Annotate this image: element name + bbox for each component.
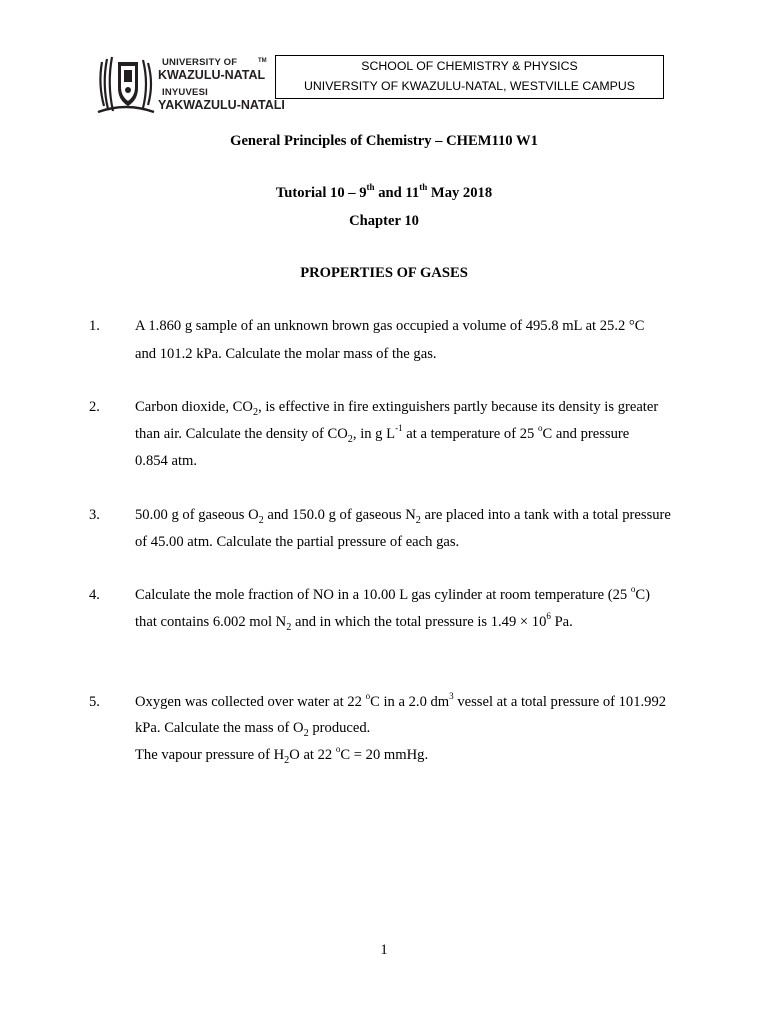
chapter-title: Chapter 10 bbox=[349, 213, 419, 229]
degree-superscript: o bbox=[365, 690, 371, 701]
question-2-line-3: 0.854 atm. bbox=[135, 453, 198, 469]
page-number: 1 bbox=[380, 942, 388, 958]
question-5-line-2 bbox=[135, 720, 370, 737]
question-5-line-3 bbox=[135, 743, 429, 766]
subscript: 2 bbox=[415, 514, 421, 526]
text-run: that contains 6.002 mol N bbox=[135, 614, 287, 630]
text-run: C = 20 mmHg. bbox=[340, 747, 429, 763]
subscript: 2 bbox=[252, 406, 259, 418]
degree-superscript: o bbox=[537, 422, 543, 433]
subscript: 2 bbox=[258, 514, 264, 526]
section-title: PROPERTIES OF GASES bbox=[300, 265, 468, 281]
subscript: 2 bbox=[303, 727, 309, 739]
degree-superscript: o bbox=[335, 743, 341, 754]
tutorial-suffix: May 2018 bbox=[427, 185, 493, 201]
text-run: The vapour pressure of H bbox=[135, 747, 285, 763]
course-title: General Principles of Chemistry – CHEM110 W1 bbox=[230, 133, 538, 149]
superscript: 3 bbox=[449, 690, 454, 701]
subscript: 2 bbox=[286, 621, 292, 633]
question-2-line-2 bbox=[135, 422, 630, 445]
question-number: 5. bbox=[89, 694, 100, 710]
text-run: C) bbox=[635, 587, 651, 603]
text-run: Oxygen was collected over water at 22 bbox=[135, 694, 366, 710]
text-run: Pa. bbox=[550, 614, 573, 630]
text-run: produced. bbox=[308, 720, 371, 736]
degree-superscript: o bbox=[630, 583, 636, 594]
question-5-line-1 bbox=[135, 690, 667, 711]
text-run: at a temperature of 25 bbox=[402, 426, 538, 442]
text-run: kPa. Calculate the mass of O bbox=[135, 720, 304, 736]
question-4-line-1 bbox=[135, 583, 651, 604]
university-logo bbox=[96, 52, 285, 116]
question-1-line-1: A 1.860 g sample of an unknown brown gas occupied a volume of 495.8 mL at 25.2 °C bbox=[135, 318, 645, 334]
text-run: , in g L bbox=[352, 426, 396, 442]
question-number: 1. bbox=[89, 318, 100, 334]
question-number: 2. bbox=[89, 399, 100, 415]
question-1-line-2: and 101.2 kPa. Calculate the molar mass of the gas. bbox=[135, 346, 437, 362]
text-run: are placed into a tank with a total pressure bbox=[420, 507, 671, 523]
text-run: O at 22 bbox=[289, 747, 336, 763]
question-3-line-1 bbox=[135, 507, 671, 524]
text-run: C and pressure bbox=[542, 426, 630, 442]
subscript: 2 bbox=[284, 754, 290, 766]
logo-line-inyuvesi: INYUVESI bbox=[162, 87, 208, 98]
text-run: , is effective in fire extinguishers partly because its density is greater bbox=[258, 399, 659, 415]
question-3-line-2: of 45.00 atm. Calculate the partial pressure of each gas. bbox=[135, 534, 460, 550]
tutorial-title bbox=[0, 181, 768, 202]
text-run: Carbon dioxide, CO bbox=[135, 399, 253, 415]
trademark-mark: TM bbox=[258, 58, 267, 64]
tutorial-sup-2: th bbox=[419, 181, 428, 192]
tutorial-prefix: Tutorial 10 – 9 bbox=[275, 185, 367, 201]
logo-line-university-of: UNIVERSITY OF bbox=[162, 57, 238, 68]
text-run: Calculate the mole fraction of NO in a 10.00 L gas cylinder at room temperature (25 bbox=[135, 587, 631, 603]
subscript: 2 bbox=[347, 433, 353, 445]
text-run: and in which the total pressure is 1.49 × 10 bbox=[291, 614, 547, 630]
tutorial-middle: and 11 bbox=[374, 185, 420, 201]
text-run: and 150.0 g of gaseous N bbox=[263, 507, 416, 523]
question-number: 4. bbox=[89, 587, 100, 603]
logo-line-kwazulu-natal: KWAZULU-NATAL bbox=[158, 68, 266, 82]
question-4-line-2 bbox=[135, 610, 573, 633]
question-number: 3. bbox=[89, 507, 100, 523]
text-run: vessel at a total pressure of 101.992 bbox=[453, 694, 667, 710]
superscript: -1 bbox=[395, 422, 403, 433]
logo-line-yakwazulu-natali: YAKWAZULU-NATALI bbox=[158, 98, 285, 112]
school-name: SCHOOL OF CHEMISTRY & PHYSICS bbox=[361, 59, 578, 73]
text-run: than air. Calculate the density of CO bbox=[135, 426, 348, 442]
superscript: 6 bbox=[546, 610, 551, 621]
tutorial-sup-1: th bbox=[366, 181, 375, 192]
school-header-box bbox=[275, 55, 664, 99]
text-run: C in a 2.0 dm bbox=[370, 694, 450, 710]
text-run: 50.00 g of gaseous O bbox=[135, 507, 259, 523]
university-campus: UNIVERSITY OF KWAZULU-NATAL, WESTVILLE CAMPUS bbox=[304, 79, 635, 93]
question-2-line-1 bbox=[135, 399, 658, 416]
university-emblem-icon bbox=[96, 52, 156, 116]
